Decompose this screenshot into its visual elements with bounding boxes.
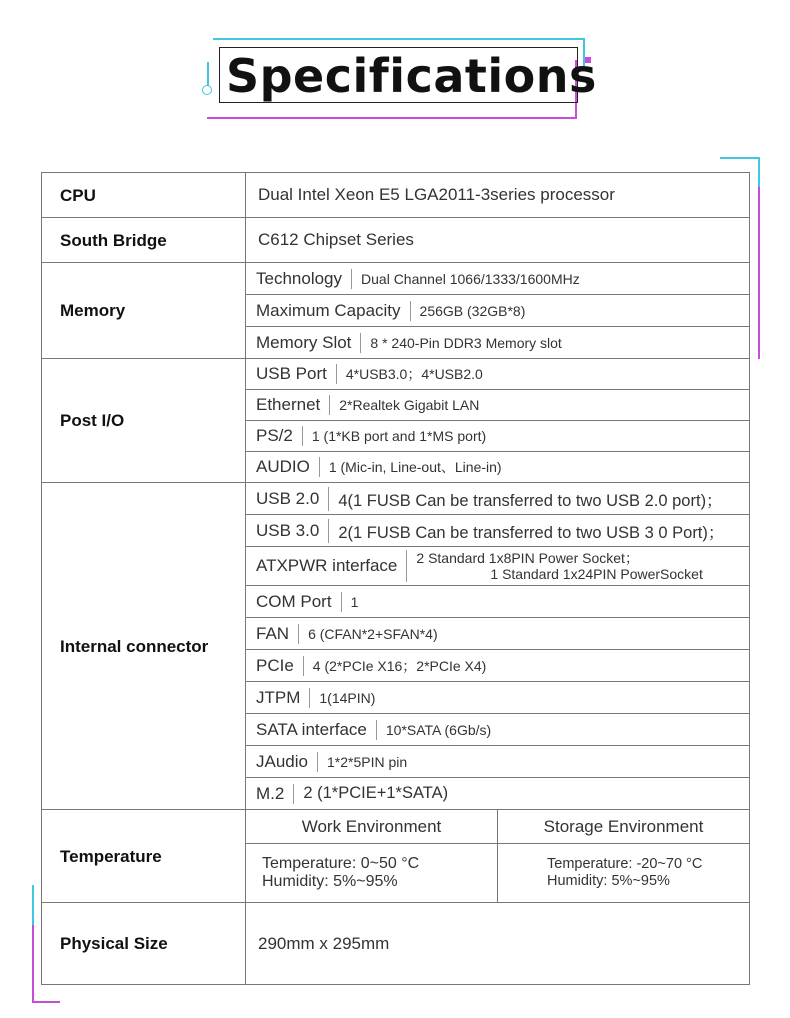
decor-line (32, 885, 34, 925)
sub-row (246, 483, 750, 515)
storage-temperature: Temperature: -20~70 °C (547, 856, 703, 872)
spec-key: ATXPWR interface (246, 550, 407, 582)
row-label-south-bridge: South Bridge (42, 218, 246, 263)
work-temperature: Temperature: 0~50 °C (262, 855, 420, 872)
row-label-cpu: CPU (42, 173, 246, 218)
sub-row (246, 452, 750, 483)
page-title: Specifications (226, 49, 597, 103)
spec-value-line: 1 Standard 1x24PIN PowerSocket (490, 566, 703, 582)
row-value-cpu: Dual Intel Xeon E5 LGA2011-3series processor (246, 173, 750, 218)
spec-value (407, 550, 710, 582)
spec-key: PS/2 (246, 426, 303, 446)
table-row-memory (42, 263, 750, 295)
spec-value: 1(14PIN) (319, 689, 376, 706)
spec-key: Maximum Capacity (246, 301, 411, 321)
decor-line (758, 157, 760, 359)
spec-key: JTPM (246, 688, 310, 708)
spec-key: USB 2.0 (246, 487, 329, 511)
spec-value: Dual Channel 1066/1333/1600MHz (361, 270, 580, 287)
table-row-post-io (42, 359, 750, 390)
row-label-memory: Memory (42, 263, 246, 359)
spec-value: 2*Realtek Gigabit LAN (339, 397, 480, 413)
spec-value: 1 (1*KB port and 1*MS port) (311, 428, 487, 444)
spec-key: SATA interface (246, 720, 377, 740)
sub-row (246, 390, 750, 421)
spec-value: 4 (2*PCIe X16；2*PCIe X4) (312, 657, 487, 674)
spec-key: USB 3.0 (246, 519, 329, 543)
spec-value-line: 2 Standard 1x8PIN Power Socket； (416, 550, 639, 566)
spec-key: COM Port (246, 592, 342, 612)
spec-key: AUDIO (246, 457, 320, 477)
spec-value: 2 (1*PCIE+1*SATA) (303, 784, 449, 802)
table-row-cpu (42, 173, 750, 218)
storage-humidity: Humidity: 5%~95% (547, 873, 670, 889)
work-humidity: Humidity: 5%~95% (262, 873, 398, 890)
spec-key: M.2 (246, 784, 294, 804)
spec-key: PCIe (246, 656, 304, 676)
spec-value: 256GB (32GB*8) (419, 302, 526, 319)
spec-value: 10*SATA (6Gb/s) (385, 721, 492, 738)
spec-value: 2(1 FUSB Can be transferred to two USB 3 0 Port)； (338, 523, 725, 542)
sub-row (246, 746, 750, 778)
title-banner (0, 0, 790, 140)
spec-value: 4(1 FUSB Can be transferred to two USB 2.0 port)； (338, 491, 723, 510)
sub-row (246, 515, 750, 547)
storage-env-header: Storage Environment (498, 810, 750, 844)
table-row-south-bridge (42, 218, 750, 263)
spec-table (41, 172, 750, 985)
spec-value: 4*USB3.0；4*USB2.0 (345, 366, 483, 382)
sub-row (246, 778, 750, 810)
decor-line (213, 38, 583, 40)
sub-row (246, 359, 750, 390)
table-row-physical-size (42, 903, 750, 985)
storage-env-values (498, 844, 750, 903)
table-row-temperature (42, 810, 750, 844)
row-label-physical-size: Physical Size (42, 903, 246, 985)
row-value-physical-size: 290mm x 295mm (246, 903, 750, 985)
row-label-internal-connector: Internal connector (42, 483, 246, 810)
decor-line (32, 1001, 60, 1003)
spec-value: 6 (CFAN*2+SFAN*4) (308, 625, 438, 642)
spec-value: 1*2*5PIN pin (326, 753, 408, 770)
spec-key: FAN (246, 624, 299, 644)
decor-circle (202, 85, 212, 95)
work-env-header: Work Environment (246, 810, 498, 844)
spec-key: Technology (246, 269, 352, 289)
sub-row (246, 682, 750, 714)
table-row-internal-connector (42, 483, 750, 515)
sub-row (246, 547, 750, 586)
sub-row (246, 618, 750, 650)
row-value-south-bridge: C612 Chipset Series (246, 218, 750, 263)
sub-row (246, 650, 750, 682)
decor-line (758, 157, 760, 187)
row-label-post-io: Post I/O (42, 359, 246, 483)
row-label-temperature: Temperature (42, 810, 246, 903)
spec-key: Memory Slot (246, 333, 361, 353)
sub-row (246, 295, 750, 327)
spec-value: 8 * 240-Pin DDR3 Memory slot (370, 334, 562, 351)
sub-row (246, 714, 750, 746)
work-env-values (246, 844, 498, 903)
decor-line (207, 117, 577, 119)
sub-row (246, 421, 750, 452)
spec-key: JAudio (246, 752, 318, 772)
spec-key: USB Port (246, 364, 337, 384)
spec-key: Ethernet (246, 395, 330, 415)
sub-row (246, 263, 750, 295)
spec-value: 1 (350, 593, 359, 610)
sub-row (246, 586, 750, 618)
decor-line (720, 157, 760, 159)
spec-value: 1 (Mic-in, Line-out、Line-in) (328, 459, 502, 475)
sub-row (246, 327, 750, 359)
